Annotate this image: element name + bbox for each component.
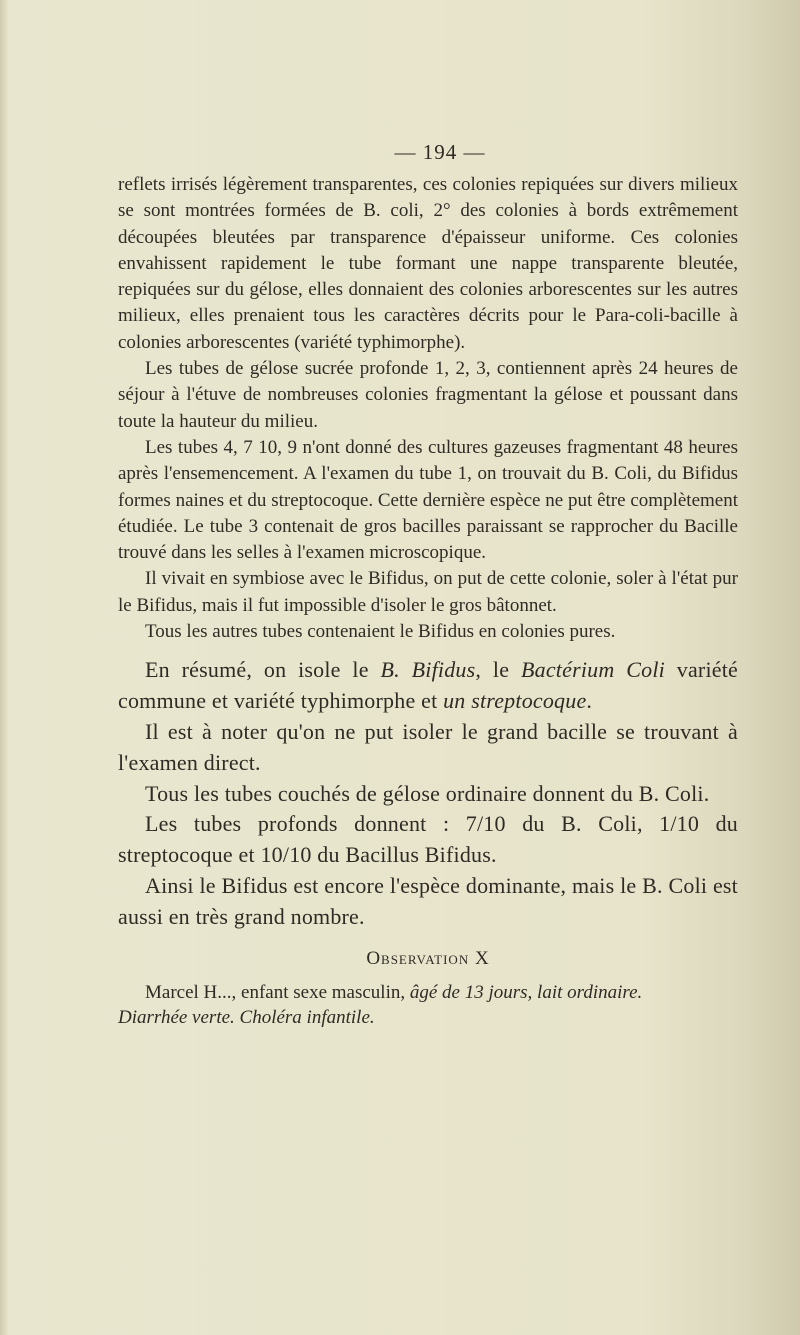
page-body: [118, 172, 738, 1030]
text-run: .: [586, 688, 593, 714]
paragraph: Il vivait en symbiose avec le Bifidus, on put de cette colonie, soler à l'état pur le Bifidus, mais il fut impossible d'isoler le gros bâtonnet.: [118, 568, 738, 616]
paragraph: Les tubes 4, 7 10, 9 n'ont donné des cultures gazeuses fragmentant 48 heures après l'ensemencement. A l'examen du tube 1, on trouvait du B. Coli, du Bifidus formes naines et du streptocoque. Cette dernière espèce ne put être complètement étudiée. Le tube 3 contenait de gros bacilles paraissant se rapprocher du Bacille trouvé dans les selles à l'examen microscopique.: [118, 436, 738, 564]
italic-run: âgé de 13 jours, lait ordinaire.: [409, 981, 643, 1003]
italic-run: Bactérium Coli: [521, 657, 665, 683]
text-run: En résumé, on isole le: [145, 657, 381, 683]
text-run: variété commune et variété typhimorphe et: [118, 657, 739, 714]
italic-run: B. Bifidus: [380, 657, 476, 683]
page-number: — 194 —: [394, 140, 486, 164]
paragraph: Tous les autres tubes contenaient le Bifidus en colonies pures.: [145, 621, 616, 643]
page-edge-shadow: [0, 0, 8, 1335]
italic-run: Diarrhée verte. Choléra infantile.: [118, 1006, 375, 1028]
italic-run: un streptocoque: [443, 688, 587, 714]
observation-heading: Observation X: [366, 947, 490, 969]
summary-paragraph: Tous les tubes couchés de gélose ordinaire donnent du B. Coli.: [145, 780, 710, 806]
paragraph: Les tubes de gélose sucrée profonde 1, 2, 3, contiennent après 24 heures de séjour à l'étuve de nombreuses colonies fragmentant la gélose et poussant dans toute la hauteur du milieu.: [118, 358, 738, 432]
summary-paragraph: Ainsi le Bifidus est encore l'espèce dominante, mais le B. Coli est aussi en très grand nombre.: [118, 872, 738, 929]
text-run: , le: [475, 657, 521, 683]
summary-paragraph: [118, 655, 738, 717]
summary-section: [118, 655, 738, 932]
summary-paragraph: Il est à noter qu'on ne put isoler le grand bacille se trouvant à l'examen direct.: [118, 718, 738, 775]
observation-line: [118, 980, 738, 1005]
small-print-section: [118, 172, 738, 645]
observation-section: [118, 980, 738, 1030]
paragraph-continued: reflets irrisés légèrement transparentes, ces colonies repiquées sur divers milieux se sont montrées formées de B. coli, 2° des colonies à bords extrêmement découpées bleutées par transparence d'épaisseur uniforme. Ces colonies envahissent rapidement le tube formant une nappe transparente bleutée, repiquées sur du gélose, elles donnaient des colonies arborescentes sur les autres milieux, elles prenaient tous les caractères décrits pour le Para-coli-bacille à colonies arborescentes (variété typhimorphe).: [118, 174, 738, 353]
observation-line: [118, 1005, 738, 1030]
text-run: Marcel H..., enfant sexe masculin,: [145, 981, 410, 1003]
summary-paragraph: Les tubes profonds donnent : 7/10 du B. Coli, 1/10 du streptocoque et 10/10 du Bacillus Bifidus.: [118, 811, 738, 868]
